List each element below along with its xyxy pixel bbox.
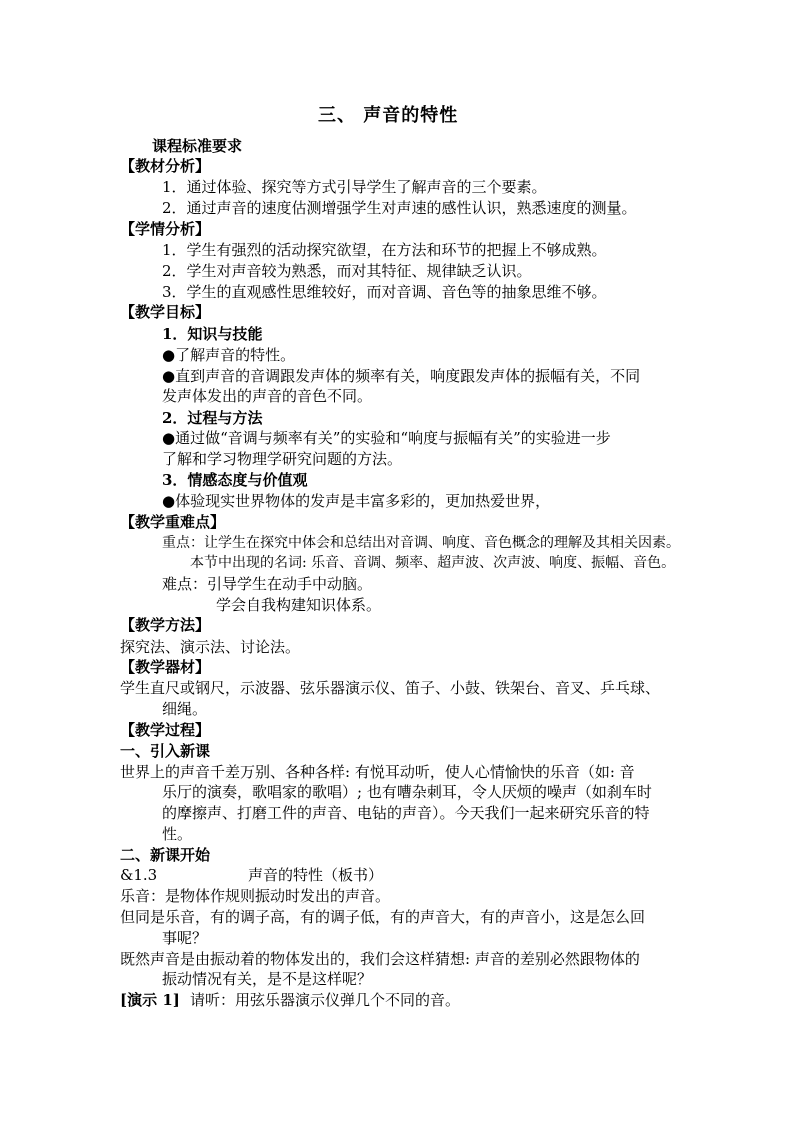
equipment-list: 学生直尺或钢尺，示波器、弦乐器演示仪、笛子、小鼓、铁架台、音叉、乒乓球、 xyxy=(120,679,661,697)
part-two-heading: 二、新课开始 xyxy=(120,846,211,864)
goal-subheading-knowledge: 1．知识与技能 xyxy=(162,325,263,343)
key-point: 重点：让学生在探究中体会和总结出对音调、响度、音色概念的理解及其相关因素。 xyxy=(162,535,680,551)
definition-paragraph: 乐音：是物体作规则振动时发出的声音。 xyxy=(120,887,391,905)
student-item-1: 1．学生有强烈的活动探究欲望，在方法和环节的把握上不够成熟。 xyxy=(162,241,607,259)
course-standard-heading: 课程标准要求 xyxy=(152,137,243,155)
demo-text: 请听：用弦乐器演示仪弹几个不同的音。 xyxy=(190,991,461,1009)
textbook-item-2: 2．通过声音的速度估测增强学生对声速的感性认识，熟悉速度的测量。 xyxy=(162,199,637,217)
teaching-methods-heading: 【教学方法】 xyxy=(120,616,211,634)
goal-subheading-attitude: 3．情感态度与价值观 xyxy=(162,471,308,489)
difficulty-point: 难点：引导学生在动手中动脑。 xyxy=(162,575,373,593)
teaching-process-heading: 【教学过程】 xyxy=(120,721,211,739)
section-number: &1.3 xyxy=(120,866,158,884)
teaching-methods-text: 探究法、演示法、讨论法。 xyxy=(120,638,301,656)
intro-paragraph-continued: 乐厅的演奏，歌唱家的歌唱）; 也有嘈杂刺耳，令人厌烦的噪声（如刹车时 xyxy=(162,783,652,801)
key-point-terms: 本节中出现的名词: 乐音、音调、频率、超声波、次声波、响度、振幅、音色。 xyxy=(190,555,676,571)
goal-item: ●通过做“音调与频率有关”的实验和“响度与振幅有关”的实验进一步 xyxy=(162,429,611,447)
equipment-list-continued: 细绳。 xyxy=(162,700,208,718)
textbook-analysis-heading: 【教材分析】 xyxy=(120,157,211,175)
key-points-heading: 【教学重难点】 xyxy=(120,513,226,531)
goal-item: ●了解声音的特性。 xyxy=(162,346,296,364)
demo-label: [演示 1] xyxy=(120,991,180,1009)
equipment-heading: 【教学器材】 xyxy=(120,658,211,676)
page-title: 三、 声音的特性 xyxy=(318,105,459,126)
section-title: 声音的特性（板书） xyxy=(248,866,384,884)
intro-paragraph-continued: 的摩擦声、打磨工件的声音、电钻的声音）。今天我们一起来研究乐音的特 xyxy=(162,804,650,822)
student-item-2: 2．学生对声音较为熟悉，而对其特征、规律缺乏认识。 xyxy=(162,262,532,280)
question-paragraph: 但同是乐音，有的调子高，有的调子低，有的声音大，有的声音小，这是怎么回 xyxy=(120,908,646,926)
question-paragraph-continued: 事呢？ xyxy=(162,929,208,947)
part-one-heading: 一、引入新课 xyxy=(120,742,211,760)
hypothesis-paragraph-continued: 振动情况有关，是不是这样呢？ xyxy=(162,970,373,988)
student-analysis-heading: 【学情分析】 xyxy=(120,220,211,238)
intro-paragraph: 世界上的声音千差万别、各种各样: 有悦耳动听，使人心情愉快的乐音（如: 音 xyxy=(120,763,635,781)
goal-item: ●体验现实世界物体的发声是丰富多彩的，更加热爱世界， xyxy=(162,492,551,510)
student-item-3: 3．学生的直观感性思维较好，而对音调、音色等的抽象思维不够。 xyxy=(162,283,607,301)
teaching-goals-heading: 【教学目标】 xyxy=(120,303,211,321)
intro-paragraph-continued: 性。 xyxy=(162,825,193,843)
goal-item-continued: 发声体发出的声音的音色不同。 xyxy=(162,387,373,405)
textbook-item-1: 1．通过体验、探究等方式引导学生了解声音的三个要素。 xyxy=(162,178,547,196)
goal-item-continued: 了解和学习物理学研究问题的方法。 xyxy=(162,450,403,468)
goal-subheading-process: 2．过程与方法 xyxy=(162,409,263,427)
hypothesis-paragraph: 既然声音是由振动着的物体发出的，我们会这样猜想: 声音的差别必然跟物体的 xyxy=(120,950,640,968)
goal-item: ●直到声音的音调跟发声体的频率有关，响度跟发声体的振幅有关，不同 xyxy=(162,367,641,385)
difficulty-point-continued: 学会自我构建知识体系。 xyxy=(216,596,382,614)
